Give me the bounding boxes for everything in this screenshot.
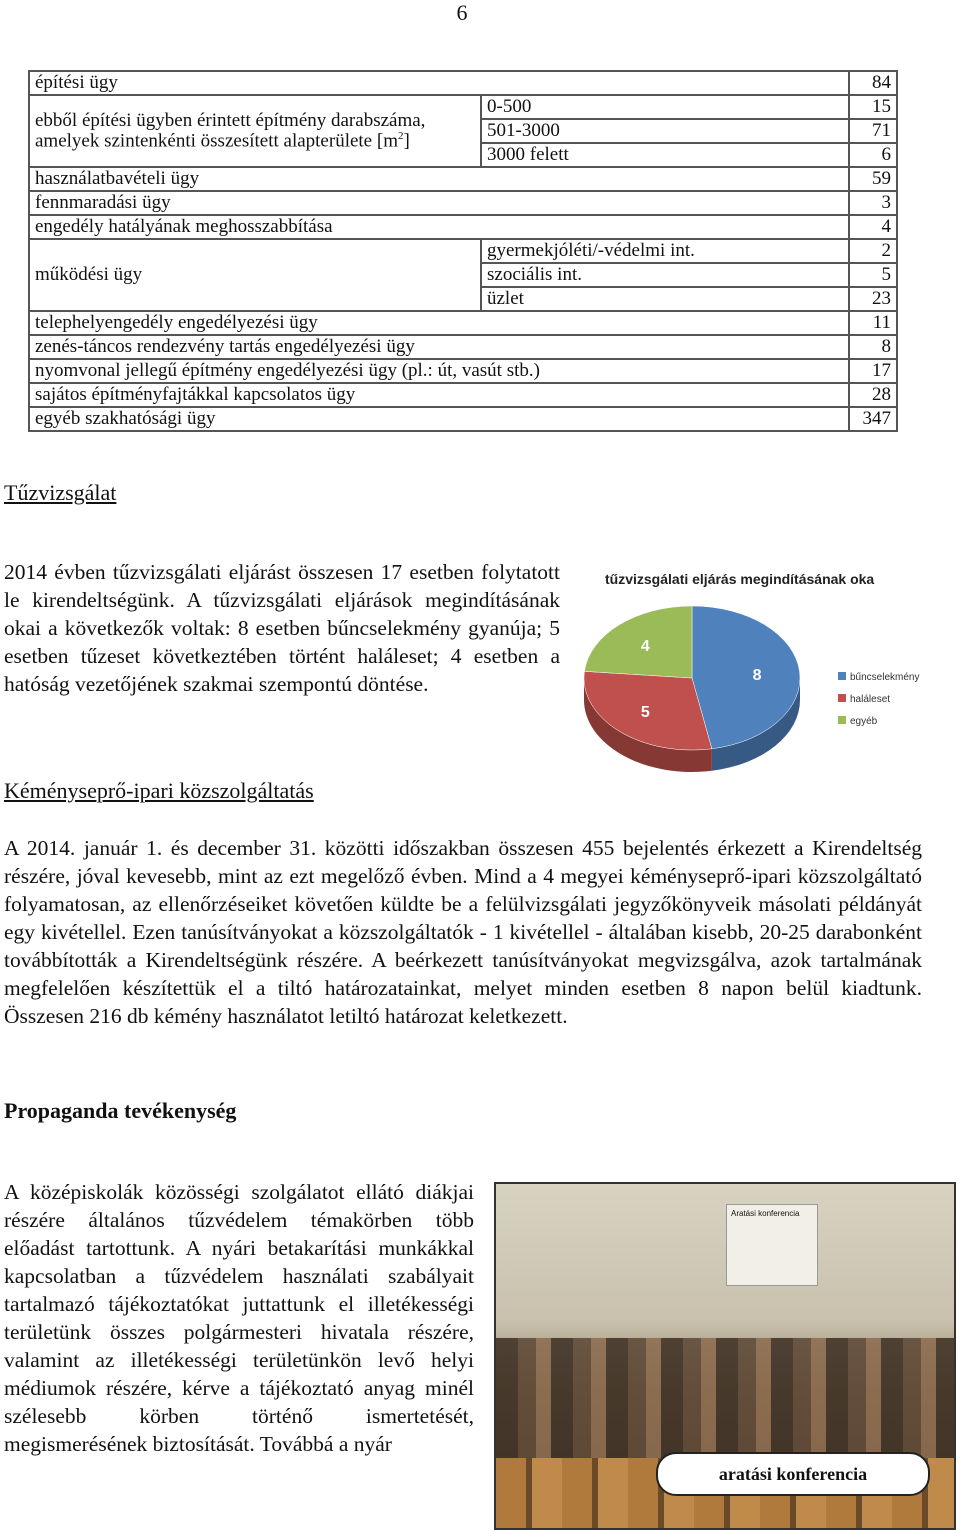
legend-label-2: egyéb bbox=[850, 716, 878, 727]
table-row bbox=[29, 359, 897, 383]
row-label: működési ügy bbox=[29, 239, 481, 311]
table-row bbox=[29, 71, 897, 95]
table-row bbox=[29, 383, 897, 407]
sub-value: 2 bbox=[849, 239, 897, 263]
photo-caption: aratási konferencia bbox=[656, 1452, 930, 1496]
row-value: 3 bbox=[849, 191, 897, 215]
row-label-line: amelyek szintenkénti összesített alapterülete [m bbox=[35, 130, 398, 152]
table-row bbox=[29, 407, 897, 431]
kemenysepro-paragraph: A 2014. január 1. és december 31. közötti időszakban összesen 455 bejelentés érkezett a Kirendeltség részére, jóval kevesebb, mint az ezt megelőző évben. Mind a 4 megyei kéményseprő-ipari közszolgáltató folyamatosan, az ellenőrzéseiket követően küldte be a felülvizsgálati jegyzőkönyveik másolati példányát egy kivétellel. Ezen tanúsítványokat a közszolgáltatók - 1 kivétellel - általában kisebb, 20-25 darabonként továbbították a Kirendeltségünk részére. A beérkezett tanúsítványokat megvizsgálva, azok tartalmának megfelelően készítettük el a tiltó határozatainkat, melyet minden esetben 8 napon belül kiadtunk. Összesen 216 db kémény használatot letiltó határozat keletkezett. bbox=[4, 836, 922, 1028]
sub-label: 3000 felett bbox=[481, 143, 849, 167]
page-number: 6 bbox=[456, 0, 468, 25]
sub-value: 71 bbox=[849, 119, 897, 143]
legend-swatch-1 bbox=[838, 694, 846, 702]
sub-value: 23 bbox=[849, 287, 897, 311]
pie-data-label-0: 8 bbox=[752, 666, 762, 684]
row-value: 11 bbox=[849, 311, 897, 335]
table-row bbox=[29, 191, 897, 215]
legend-swatch-0 bbox=[838, 672, 846, 680]
chart-title: tűzvizsgálati eljárás megindításának oka bbox=[605, 571, 875, 587]
table-row bbox=[29, 335, 897, 359]
tuzvizsgalat-paragraph: 2014 évben tűzvizsgálati eljárást összesen 17 esetben folytatott le kirendeltségünk. A tűzvizsgálati eljárások megindításának okai a következők voltak: 8 esetben bűncselekmény gyanúja; 5 esetben tűzeset következtében történt haláleset; 4 esetben a hatóság vezetőjének szakmai szempontú döntése. bbox=[4, 560, 560, 696]
row-label-line: ] bbox=[403, 130, 410, 152]
row-label-line: ebből építési ügyben érintett építmény darabszáma, bbox=[35, 109, 426, 131]
sub-value: 15 bbox=[849, 95, 897, 119]
pie-chart-svg bbox=[580, 560, 920, 780]
table-row bbox=[29, 215, 897, 239]
sub-label: 501-3000 bbox=[481, 119, 849, 143]
row-label: telephelyengedély engedélyezési ügy bbox=[29, 311, 849, 335]
row-label: engedély hatályának meghosszabbítása bbox=[29, 215, 849, 239]
row-label: sajátos építményfajtákkal kapcsolatos ügy bbox=[29, 383, 849, 407]
sub-value: 5 bbox=[849, 263, 897, 287]
row-value: 17 bbox=[849, 359, 897, 383]
section-heading-kemenysepro: Kéményseprő-ipari közszolgáltatás bbox=[4, 778, 314, 803]
section-heading-tuzvizsgalat: Tűzvizsgálat bbox=[4, 480, 117, 505]
table-row bbox=[29, 311, 897, 335]
row-label: nyomvonal jellegű építmény engedélyezési ügy (pl.: út, vasút stb.) bbox=[29, 359, 849, 383]
row-label: zenés-táncos rendezvény tartás engedélyezési ügy bbox=[29, 335, 849, 359]
sub-label: gyermekjóléti/-védelmi int. bbox=[481, 239, 849, 263]
projector-screen bbox=[726, 1204, 818, 1286]
screen-text: Aratási konferencia bbox=[731, 1209, 800, 1218]
pie-chart bbox=[580, 560, 920, 780]
row-label: fennmaradási ügy bbox=[29, 191, 849, 215]
row-label: használatbavételi ügy bbox=[29, 167, 849, 191]
sub-value: 6 bbox=[849, 143, 897, 167]
pie-data-label-2: 4 bbox=[640, 638, 650, 656]
sub-label: 0-500 bbox=[481, 95, 849, 119]
row-value: 59 bbox=[849, 167, 897, 191]
table-row bbox=[29, 239, 897, 263]
pie-slice-2 bbox=[584, 606, 692, 678]
row-label: építési ügy bbox=[29, 71, 849, 95]
row-value: 8 bbox=[849, 335, 897, 359]
statistics-table bbox=[28, 70, 898, 432]
legend-label-0: bűncselekmény bbox=[850, 672, 920, 683]
propaganda-paragraph: A középiskolák közösségi szolgálatot ellátó diákjai részére általános tűzvédelem témakörben több előadást tartottunk. A nyári betakarítási munkákkal kapcsolatban a tűzvédelem használati szabályait tartalmazó tájékoztatókat juttattunk el illetékességi területünk összes polgármesteri hivatala részére, valamint az illetékességi területünkön levő helyi médiumok részére, kérve a tájékoztató anyag minél szélesebb körben történő ismertetését, megismerésének biztosítását. Továbbá a nyár bbox=[4, 1180, 474, 1456]
superscript: 2 bbox=[397, 129, 404, 142]
section-heading-propaganda: Propaganda tevékenység bbox=[4, 1098, 237, 1123]
pie-data-label-1: 5 bbox=[640, 703, 650, 721]
sub-label: szociális int. bbox=[481, 263, 849, 287]
sub-label: üzlet bbox=[481, 287, 849, 311]
row-label: egyéb szakhatósági ügy bbox=[29, 407, 849, 431]
row-value: 84 bbox=[849, 71, 897, 95]
legend-swatch-2 bbox=[838, 716, 846, 724]
row-value: 4 bbox=[849, 215, 897, 239]
row-label bbox=[29, 95, 481, 167]
conference-photo bbox=[494, 1182, 956, 1530]
row-value: 28 bbox=[849, 383, 897, 407]
row-value: 347 bbox=[849, 407, 897, 431]
table-row bbox=[29, 95, 897, 119]
legend-label-1: haláleset bbox=[850, 694, 891, 705]
table-row bbox=[29, 167, 897, 191]
